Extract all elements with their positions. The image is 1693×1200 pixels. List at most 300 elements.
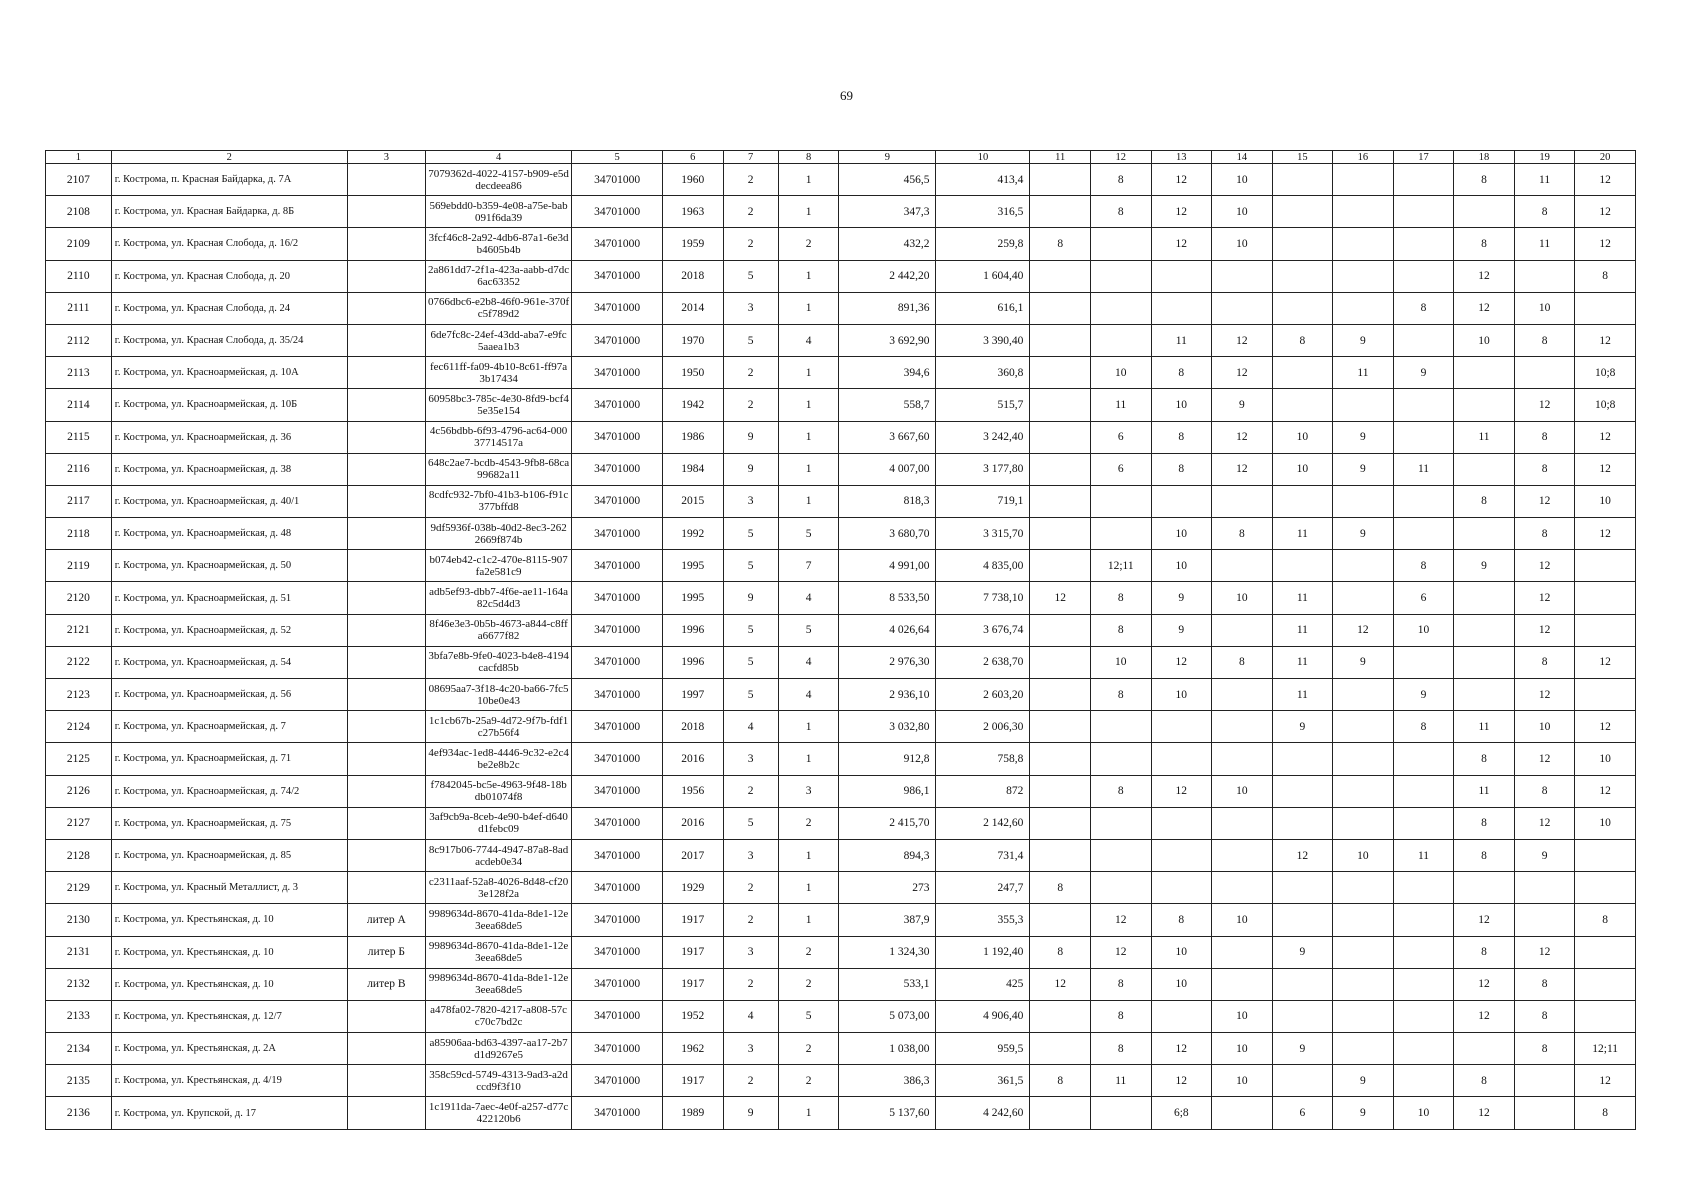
table-cell xyxy=(347,421,425,453)
table-cell: г. Кострома, ул. Красноармейская, д. 85 xyxy=(111,839,347,871)
table-cell: 34701000 xyxy=(572,485,663,517)
table-cell: 2112 xyxy=(46,324,112,356)
table-cell: 2 603,20 xyxy=(936,679,1030,711)
table-cell: 2125 xyxy=(46,743,112,775)
table-cell: 11 xyxy=(1090,389,1151,421)
table-cell: 2127 xyxy=(46,807,112,839)
table-cell xyxy=(1212,968,1273,1000)
table-cell xyxy=(1575,1000,1636,1032)
table-cell: 361,5 xyxy=(936,1065,1030,1097)
table-cell: 12 xyxy=(1090,936,1151,968)
table-cell xyxy=(1030,1097,1091,1129)
table-cell: 2114 xyxy=(46,389,112,421)
table-cell xyxy=(1333,228,1394,260)
table-cell: 11 xyxy=(1272,646,1333,678)
table-cell: г. Кострома, ул. Красноармейская, д. 10А xyxy=(111,357,347,389)
table-cell: 34701000 xyxy=(572,518,663,550)
table-cell: 1 xyxy=(778,164,839,196)
table-cell xyxy=(1514,1065,1575,1097)
table-cell xyxy=(347,679,425,711)
table-cell xyxy=(1272,968,1333,1000)
table-cell xyxy=(1151,743,1212,775)
table-cell: 34701000 xyxy=(572,614,663,646)
table-cell: 11 xyxy=(1514,164,1575,196)
table-cell: 12 xyxy=(1151,196,1212,228)
table-cell: 34701000 xyxy=(572,904,663,936)
table-cell: 12 xyxy=(1575,775,1636,807)
table-cell xyxy=(1151,292,1212,324)
table-cell: 1963 xyxy=(662,196,723,228)
table-cell: 358c59cd-5749-4313-9ad3-a2dccd9f3f10 xyxy=(426,1065,572,1097)
table-cell: 34701000 xyxy=(572,164,663,196)
table-cell xyxy=(1454,614,1515,646)
table-cell: 648c2ae7-bcdb-4543-9fb8-68ca99682a11 xyxy=(426,453,572,485)
table-cell: 12 xyxy=(1151,164,1212,196)
table-cell: 1 xyxy=(778,711,839,743)
table-cell: г. Кострома, ул. Красноармейская, д. 36 xyxy=(111,421,347,453)
table-cell: г. Кострома, ул. Крестьянская, д. 2А xyxy=(111,1033,347,1065)
column-header: 7 xyxy=(723,151,778,164)
column-header: 5 xyxy=(572,151,663,164)
table-cell xyxy=(1333,389,1394,421)
table-cell: 12 xyxy=(1575,711,1636,743)
table-cell: г. Кострома, ул. Красноармейская, д. 71 xyxy=(111,743,347,775)
table-cell xyxy=(1272,743,1333,775)
table-cell: 10 xyxy=(1212,164,1273,196)
table-row xyxy=(46,807,1636,839)
table-cell xyxy=(1030,1000,1091,1032)
table-cell: 4 xyxy=(723,1000,778,1032)
table-cell xyxy=(1030,904,1091,936)
table-cell xyxy=(1030,743,1091,775)
table-cell xyxy=(347,164,425,196)
table-cell: 616,1 xyxy=(936,292,1030,324)
table-cell: 1989 xyxy=(662,1097,723,1129)
table-cell: 12 xyxy=(1090,904,1151,936)
table-cell: 8 xyxy=(1393,292,1454,324)
table-cell: 2130 xyxy=(46,904,112,936)
table-cell: 2133 xyxy=(46,1000,112,1032)
table-cell: г. Кострома, ул. Красноармейская, д. 56 xyxy=(111,679,347,711)
table-cell: г. Кострома, ул. Красная Слобода, д. 24 xyxy=(111,292,347,324)
table-cell: 9 xyxy=(1333,421,1394,453)
table-cell: 1 xyxy=(778,421,839,453)
column-header: 12 xyxy=(1090,151,1151,164)
table-cell xyxy=(1454,646,1515,678)
table-cell: 2 xyxy=(778,1033,839,1065)
table-cell xyxy=(1575,614,1636,646)
table-cell: 2120 xyxy=(46,582,112,614)
table-cell xyxy=(1090,518,1151,550)
column-header: 15 xyxy=(1272,151,1333,164)
table-row xyxy=(46,453,1636,485)
table-cell: 12 xyxy=(1575,1065,1636,1097)
table-cell: 3bfa7e8b-9fe0-4023-b4e8-4194cacfd85b xyxy=(426,646,572,678)
table-cell: 1 xyxy=(778,743,839,775)
table-cell xyxy=(1272,164,1333,196)
table-cell: 10 xyxy=(1151,936,1212,968)
table-cell xyxy=(1212,807,1273,839)
table-cell: 34701000 xyxy=(572,260,663,292)
table-cell xyxy=(1393,485,1454,517)
table-cell: 7079362d-4022-4157-b909-e5ddecdeea86 xyxy=(426,164,572,196)
table-cell: 10 xyxy=(1212,904,1273,936)
table-cell xyxy=(1575,936,1636,968)
table-cell: 2117 xyxy=(46,485,112,517)
table-cell: г. Кострома, ул. Крупской, д. 17 xyxy=(111,1097,347,1129)
table-cell xyxy=(1151,839,1212,871)
table-cell: 10 xyxy=(1575,485,1636,517)
table-cell: 11 xyxy=(1514,228,1575,260)
table-cell: 5 xyxy=(723,550,778,582)
table-cell xyxy=(347,872,425,904)
column-header: 16 xyxy=(1333,151,1394,164)
table-cell xyxy=(1272,775,1333,807)
table-cell: 4 xyxy=(778,679,839,711)
table-cell: 8 xyxy=(1514,775,1575,807)
table-cell: 10 xyxy=(1575,807,1636,839)
table-cell xyxy=(1030,518,1091,550)
table-cell: 8 xyxy=(1030,936,1091,968)
table-cell xyxy=(347,614,425,646)
table-cell xyxy=(1575,292,1636,324)
table-cell: 2017 xyxy=(662,839,723,871)
table-cell: 6de7fc8c-24ef-43dd-aba7-e9fc5aaea1b3 xyxy=(426,324,572,356)
table-cell: 2109 xyxy=(46,228,112,260)
table-cell: 2016 xyxy=(662,743,723,775)
table-cell: 2 142,60 xyxy=(936,807,1030,839)
table-cell: 2 xyxy=(778,807,839,839)
table-cell: a478fa02-7820-4217-a808-57cc70c7bd2c xyxy=(426,1000,572,1032)
table-cell xyxy=(1272,292,1333,324)
table-cell: 8 xyxy=(1151,357,1212,389)
table-cell xyxy=(1151,711,1212,743)
table-cell: 1992 xyxy=(662,518,723,550)
table-cell xyxy=(347,228,425,260)
table-cell: 10 xyxy=(1393,1097,1454,1129)
table-cell: 2113 xyxy=(46,357,112,389)
table-cell xyxy=(1575,968,1636,1000)
table-cell xyxy=(1030,679,1091,711)
table-row xyxy=(46,711,1636,743)
table-cell: г. Кострома, ул. Красноармейская, д. 50 xyxy=(111,550,347,582)
table-cell: 1997 xyxy=(662,679,723,711)
table-cell: 9 xyxy=(723,1097,778,1129)
table-row xyxy=(46,357,1636,389)
column-header: 13 xyxy=(1151,151,1212,164)
table-cell: литер А xyxy=(347,904,425,936)
table-cell xyxy=(1272,228,1333,260)
table-cell xyxy=(1393,1065,1454,1097)
table-cell: 4 906,40 xyxy=(936,1000,1030,1032)
table-cell: 8 xyxy=(1090,164,1151,196)
table-cell: 3 676,74 xyxy=(936,614,1030,646)
table-cell xyxy=(1272,1000,1333,1032)
table-cell xyxy=(1514,1097,1575,1129)
table-cell: 8 xyxy=(1575,1097,1636,1129)
table-cell: 394,6 xyxy=(839,357,936,389)
table-cell xyxy=(1333,679,1394,711)
table-cell: 34701000 xyxy=(572,872,663,904)
table-cell: 4 991,00 xyxy=(839,550,936,582)
table-cell: 12 xyxy=(1151,775,1212,807)
table-row xyxy=(46,1065,1636,1097)
table-cell: 3 xyxy=(723,1033,778,1065)
table-cell xyxy=(1090,1097,1151,1129)
table-cell: 12 xyxy=(1272,839,1333,871)
table-cell: 2118 xyxy=(46,518,112,550)
table-cell: г. Кострома, ул. Красноармейская, д. 40/1 xyxy=(111,485,347,517)
table-cell: 2 xyxy=(723,196,778,228)
table-cell: 1 xyxy=(778,453,839,485)
table-cell: 9 xyxy=(1272,711,1333,743)
table-cell: 34701000 xyxy=(572,292,663,324)
table-cell xyxy=(1454,582,1515,614)
table-cell xyxy=(347,1000,425,1032)
table-cell xyxy=(1575,679,1636,711)
buildings-table xyxy=(45,150,1636,1130)
table-cell xyxy=(1030,421,1091,453)
table-cell: 10 xyxy=(1151,550,1212,582)
table-cell: 1 xyxy=(778,260,839,292)
table-cell: 12 xyxy=(1333,614,1394,646)
table-cell xyxy=(1393,518,1454,550)
table-cell: г. Кострома, ул. Красноармейская, д. 51 xyxy=(111,582,347,614)
table-cell: 4 242,60 xyxy=(936,1097,1030,1129)
table-cell: 3 xyxy=(723,936,778,968)
table-cell: 2 xyxy=(723,228,778,260)
column-header: 1 xyxy=(46,151,112,164)
table-cell: 1917 xyxy=(662,936,723,968)
table-cell: 12 xyxy=(1151,228,1212,260)
table-cell: 60958bc3-785c-4e30-8fd9-bcf45e35e154 xyxy=(426,389,572,421)
table-cell: 6 xyxy=(1090,421,1151,453)
table-cell: 9 xyxy=(1333,1065,1394,1097)
table-cell xyxy=(1030,260,1091,292)
table-body xyxy=(46,164,1636,1130)
table-row xyxy=(46,196,1636,228)
table-cell: г. Кострома, ул. Красный Металлист, д. 3 xyxy=(111,872,347,904)
table-cell: 1 xyxy=(778,872,839,904)
table-cell: 247,7 xyxy=(936,872,1030,904)
column-header: 17 xyxy=(1393,151,1454,164)
table-cell xyxy=(1212,614,1273,646)
table-cell: 10 xyxy=(1090,646,1151,678)
table-cell: 34701000 xyxy=(572,968,663,1000)
table-cell: 10 xyxy=(1514,292,1575,324)
table-cell: a85906aa-bd63-4397-aa17-2b7d1d9267e5 xyxy=(426,1033,572,1065)
table-cell xyxy=(1151,1000,1212,1032)
table-cell: 34701000 xyxy=(572,582,663,614)
table-cell xyxy=(1030,292,1091,324)
table-cell: 8 xyxy=(1454,228,1515,260)
table-cell: 12 xyxy=(1151,1065,1212,1097)
table-cell: 1996 xyxy=(662,614,723,646)
table-cell: 2 638,70 xyxy=(936,646,1030,678)
table-cell xyxy=(1514,872,1575,904)
table-cell: 9 xyxy=(1272,1033,1333,1065)
table-row xyxy=(46,679,1636,711)
column-header: 2 xyxy=(111,151,347,164)
table-cell: 912,8 xyxy=(839,743,936,775)
table-cell: 12 xyxy=(1030,968,1091,1000)
table-cell xyxy=(1393,646,1454,678)
table-cell: 9 xyxy=(1333,453,1394,485)
table-cell: 9 xyxy=(1514,839,1575,871)
table-cell: 4 xyxy=(778,582,839,614)
table-cell xyxy=(1212,743,1273,775)
table-cell xyxy=(1272,196,1333,228)
table-cell: 10;8 xyxy=(1575,357,1636,389)
table-cell: 2 936,10 xyxy=(839,679,936,711)
table-cell: 8 533,50 xyxy=(839,582,936,614)
table-cell: 2122 xyxy=(46,646,112,678)
table-cell xyxy=(1333,711,1394,743)
table-cell: 4ef934ac-1ed8-4446-9c32-e2c4be2e8b2c xyxy=(426,743,572,775)
table-cell xyxy=(1454,872,1515,904)
table-cell: 0766dbc6-e2b8-46f0-961e-370fc5f789d2 xyxy=(426,292,572,324)
table-cell: 3 680,70 xyxy=(839,518,936,550)
table-cell: 6 xyxy=(1090,453,1151,485)
table-cell: 1962 xyxy=(662,1033,723,1065)
table-cell xyxy=(1272,1065,1333,1097)
table-cell: 7 738,10 xyxy=(936,582,1030,614)
table-cell xyxy=(347,839,425,871)
table-cell: 11 xyxy=(1454,421,1515,453)
table-cell xyxy=(1090,485,1151,517)
table-cell: 2126 xyxy=(46,775,112,807)
table-cell: 1959 xyxy=(662,228,723,260)
table-cell: г. Кострома, ул. Крестьянская, д. 10 xyxy=(111,904,347,936)
table-row xyxy=(46,839,1636,871)
table-cell xyxy=(1333,807,1394,839)
column-header: 20 xyxy=(1575,151,1636,164)
table-cell: 1917 xyxy=(662,904,723,936)
table-cell: 12 xyxy=(1514,614,1575,646)
table-cell: 1952 xyxy=(662,1000,723,1032)
table-cell: 34701000 xyxy=(572,743,663,775)
table-cell: 34701000 xyxy=(572,1033,663,1065)
table-row xyxy=(46,582,1636,614)
table-cell xyxy=(1393,968,1454,1000)
table-cell xyxy=(1575,550,1636,582)
table-cell: 10 xyxy=(1151,389,1212,421)
table-cell: 1917 xyxy=(662,968,723,1000)
table-cell: 2110 xyxy=(46,260,112,292)
table-cell xyxy=(1333,904,1394,936)
table-cell xyxy=(1393,807,1454,839)
table-cell: 2 xyxy=(723,1065,778,1097)
table-cell: 3 242,40 xyxy=(936,421,1030,453)
table-cell xyxy=(347,260,425,292)
table-cell: 34701000 xyxy=(572,1065,663,1097)
table-cell: 386,3 xyxy=(839,1065,936,1097)
table-cell: 6;8 xyxy=(1151,1097,1212,1129)
table-cell: 11 xyxy=(1151,324,1212,356)
table-cell: 8 xyxy=(1090,1000,1151,1032)
table-cell xyxy=(1030,485,1091,517)
table-cell: 8c917b06-7744-4947-87a8-8adacdeb0e34 xyxy=(426,839,572,871)
table-cell: 413,4 xyxy=(936,164,1030,196)
table-cell: 34701000 xyxy=(572,228,663,260)
table-cell xyxy=(1151,807,1212,839)
table-cell: 10 xyxy=(1090,357,1151,389)
table-cell: 8 xyxy=(1454,164,1515,196)
table-cell: 10 xyxy=(1151,968,1212,1000)
table-cell xyxy=(347,1097,425,1129)
table-cell xyxy=(1090,292,1151,324)
table-cell: 8cdfc932-7bf0-41b3-b106-f91c377bffd8 xyxy=(426,485,572,517)
table-cell: 5 137,60 xyxy=(839,1097,936,1129)
table-cell: 12 xyxy=(1514,936,1575,968)
table-cell xyxy=(1151,872,1212,904)
table-cell: 2128 xyxy=(46,839,112,871)
table-cell: 2111 xyxy=(46,292,112,324)
table-cell: 8 xyxy=(1030,872,1091,904)
table-cell: 8 xyxy=(1454,1065,1515,1097)
table-cell: 5 xyxy=(778,1000,839,1032)
table-cell: 1 xyxy=(778,485,839,517)
table-cell: 11 xyxy=(1393,839,1454,871)
table-cell: 1 038,00 xyxy=(839,1033,936,1065)
table-cell: 34701000 xyxy=(572,1000,663,1032)
table-cell xyxy=(1454,196,1515,228)
table-cell: 1 xyxy=(778,839,839,871)
table-cell: 2 415,70 xyxy=(839,807,936,839)
table-cell xyxy=(1514,357,1575,389)
table-cell xyxy=(1151,485,1212,517)
column-header: 18 xyxy=(1454,151,1515,164)
table-cell: 12 xyxy=(1212,453,1273,485)
table-cell xyxy=(1393,1033,1454,1065)
table-cell: 1942 xyxy=(662,389,723,421)
table-cell: 9 xyxy=(1333,646,1394,678)
table-row xyxy=(46,550,1636,582)
table-cell: 9 xyxy=(1212,389,1273,421)
table-cell: 5 073,00 xyxy=(839,1000,936,1032)
table-cell: г. Кострома, ул. Крестьянская, д. 12/7 xyxy=(111,1000,347,1032)
table-cell: 10 xyxy=(1514,711,1575,743)
table-cell xyxy=(1272,872,1333,904)
table-cell: 355,3 xyxy=(936,904,1030,936)
table-cell: 9 xyxy=(723,582,778,614)
table-cell: 2 xyxy=(723,968,778,1000)
table-cell: 6 xyxy=(1272,1097,1333,1129)
table-cell xyxy=(1272,260,1333,292)
table-cell: 34701000 xyxy=(572,839,663,871)
table-cell xyxy=(1393,421,1454,453)
table-cell: 2123 xyxy=(46,679,112,711)
table-cell: 2 xyxy=(778,1065,839,1097)
table-cell xyxy=(1090,228,1151,260)
table-cell: 3 177,80 xyxy=(936,453,1030,485)
table-cell: 3 xyxy=(723,485,778,517)
table-row xyxy=(46,1097,1636,1129)
table-cell: 12 xyxy=(1454,1000,1515,1032)
table-cell: 2015 xyxy=(662,485,723,517)
table-cell: г. Кострома, ул. Крестьянская, д. 10 xyxy=(111,968,347,1000)
table-cell: 10 xyxy=(1272,453,1333,485)
table-row xyxy=(46,389,1636,421)
table-cell: г. Кострома, ул. Красноармейская, д. 38 xyxy=(111,453,347,485)
table-cell: г. Кострома, ул. Красная Слобода, д. 16/2 xyxy=(111,228,347,260)
table-cell: 12;11 xyxy=(1090,550,1151,582)
table-cell xyxy=(1333,260,1394,292)
table-cell: 11 xyxy=(1272,614,1333,646)
table-cell xyxy=(1272,357,1333,389)
table-cell: 2 006,30 xyxy=(936,711,1030,743)
table-cell xyxy=(1333,936,1394,968)
